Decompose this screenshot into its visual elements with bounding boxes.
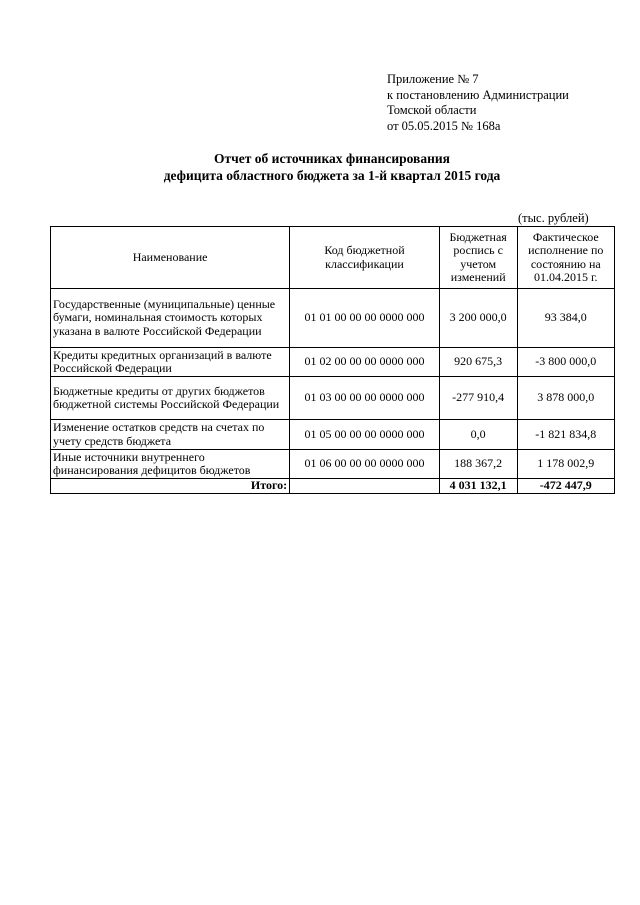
row-actual: -1 821 834,8 (517, 420, 614, 450)
row-budget: 920 675,3 (439, 348, 517, 377)
row-actual: 1 178 002,9 (517, 450, 614, 479)
row-budget: 0,0 (439, 420, 517, 450)
row-actual: 93 384,0 (517, 289, 614, 348)
appendix-line: от 05.05.2015 № 168а (387, 118, 501, 133)
title-line: Отчет об источниках финансирования (214, 151, 450, 166)
table-row (51, 450, 615, 479)
row-code: 01 02 00 00 00 0000 000 (290, 348, 440, 377)
row-name: Кредиты кредитных организаций в валюте Российской Федерации (51, 348, 290, 377)
table-row (51, 420, 615, 450)
total-row (51, 479, 615, 494)
row-code: 01 05 00 00 00 0000 000 (290, 420, 440, 450)
row-code: 01 01 00 00 00 0000 000 (290, 289, 440, 348)
row-name: Иные источники внутреннего финансирования дефицитов бюджетов (51, 450, 290, 479)
table-row (51, 289, 615, 348)
column-header-actual: Фактическое исполнение по состоянию на 01.04.2015 г. (517, 227, 614, 289)
appendix-reference (387, 72, 569, 134)
column-header-budget: Бюджетная роспись с учетом изменений (439, 227, 517, 289)
units-label: (тыс. рублей) (518, 211, 589, 225)
total-budget: 4 031 132,1 (439, 479, 517, 494)
appendix-line: Томской области (387, 103, 477, 117)
total-actual: -472 447,9 (517, 479, 614, 494)
appendix-line: к постановлению Администрации (387, 87, 569, 102)
document-title (0, 150, 640, 184)
row-name: Государственные (муниципальные) ценные бумаги, номинальная стоимость которых указана в валюте Российской Федерации (51, 289, 290, 348)
row-budget: 3 200 000,0 (439, 289, 517, 348)
row-name: Изменение остатков средств на счетах по учету средств бюджета (51, 420, 290, 450)
row-budget: -277 910,4 (439, 377, 517, 420)
column-header-name: Наименование (51, 227, 290, 289)
appendix-line: Приложение № 7 (387, 72, 479, 86)
column-header-code: Код бюджетной классификации (290, 227, 440, 289)
row-budget: 188 367,2 (439, 450, 517, 479)
table-row (51, 348, 615, 377)
title-line: дефицита областного бюджета за 1-й квартал 2015 года (163, 168, 501, 183)
row-name: Бюджетные кредиты от других бюджетов бюджетной системы Российской Федерации (51, 377, 290, 420)
table-header-row (51, 227, 615, 289)
total-label: Итого: (51, 479, 290, 494)
financing-sources-table (50, 226, 615, 494)
table-row (51, 377, 615, 420)
row-actual: 3 878 000,0 (517, 377, 614, 420)
row-actual: -3 800 000,0 (517, 348, 614, 377)
row-code: 01 03 00 00 00 0000 000 (290, 377, 440, 420)
total-code (290, 479, 440, 494)
row-code: 01 06 00 00 00 0000 000 (290, 450, 440, 479)
